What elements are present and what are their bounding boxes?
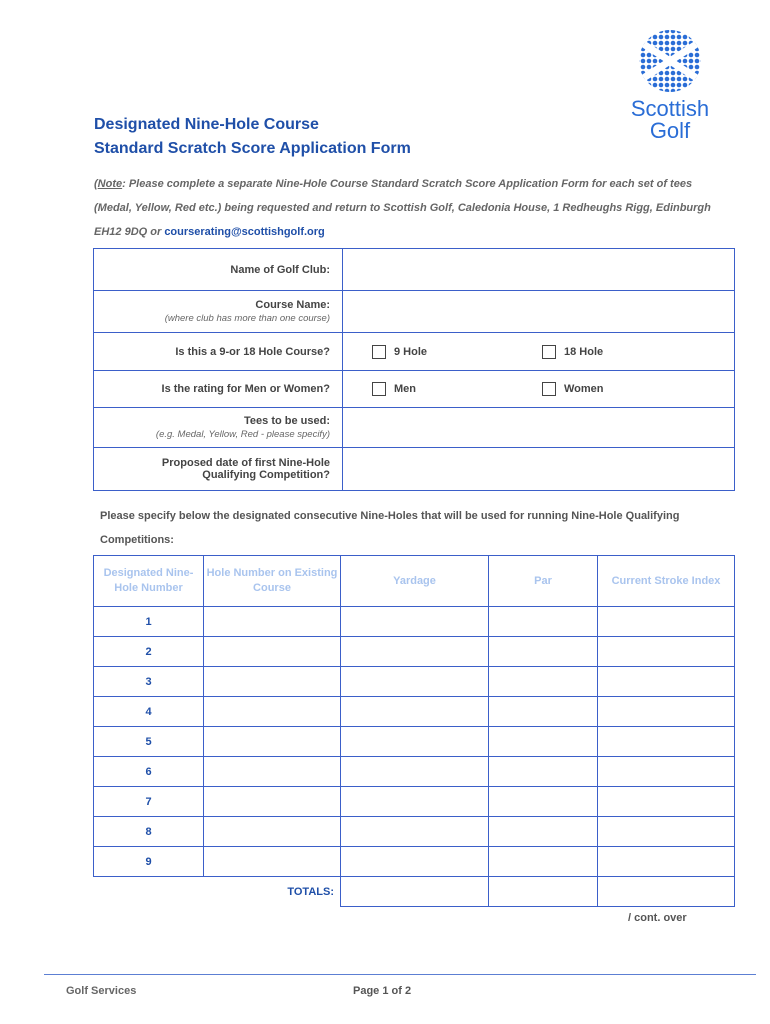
designated-holes-table [93, 555, 735, 907]
row-number: 9 [94, 847, 204, 877]
total-stroke-index-cell[interactable] [598, 877, 735, 907]
yardage-cell[interactable] [341, 607, 489, 637]
table-row [94, 637, 735, 667]
row-number: 8 [94, 817, 204, 847]
club-name-field[interactable] [343, 249, 735, 291]
note-label: Note [97, 178, 123, 190]
course-name-label: Course Name: (where club has more than one course) [94, 291, 343, 333]
hole-number-cell[interactable] [204, 757, 341, 787]
stroke-index-cell[interactable] [598, 757, 735, 787]
totals-label: TOTALS: [287, 885, 334, 898]
hole-type-options [343, 333, 735, 371]
table-row [94, 667, 735, 697]
checkbox-9-hole[interactable] [372, 345, 386, 359]
checkbox-men[interactable] [372, 382, 386, 396]
header-yardage: Yardage [341, 556, 489, 607]
yardage-cell[interactable] [341, 817, 489, 847]
checkbox-women[interactable] [542, 382, 556, 396]
stroke-index-cell[interactable] [598, 817, 735, 847]
stroke-index-cell[interactable] [598, 787, 735, 817]
golf-ball-icon [610, 28, 730, 94]
continued-over-note: / cont. over [628, 912, 687, 924]
par-cell[interactable] [489, 697, 598, 727]
stroke-index-cell[interactable] [598, 637, 735, 667]
par-cell[interactable] [489, 637, 598, 667]
row-number: 4 [94, 697, 204, 727]
option-women[interactable]: Women [542, 382, 712, 396]
proposed-date-label: Proposed date of first Nine-Hole Qualifying Competition? [94, 448, 343, 491]
stroke-index-cell[interactable] [598, 607, 735, 637]
proposed-date-field[interactable] [343, 448, 735, 491]
row-number: 2 [94, 637, 204, 667]
footer-department: Golf Services [66, 985, 137, 997]
rating-for-label: Is the rating for Men or Women? [94, 371, 343, 408]
hole-number-cell[interactable] [204, 667, 341, 697]
table-row [94, 787, 735, 817]
yardage-cell[interactable] [341, 787, 489, 817]
stroke-index-cell[interactable] [598, 697, 735, 727]
form-title-line1: Designated Nine-Hole Course [94, 116, 319, 133]
option-18-hole[interactable]: 18 Hole [542, 345, 712, 359]
stroke-index-cell[interactable] [598, 727, 735, 757]
par-cell[interactable] [489, 847, 598, 877]
header-designated-number: Designated Nine-Hole Number [94, 556, 204, 607]
footer-page-number: Page 1 of 2 [353, 985, 412, 997]
total-yardage-cell[interactable] [341, 877, 489, 907]
row-number: 3 [94, 667, 204, 697]
table-row [94, 727, 735, 757]
table-row [94, 607, 735, 637]
form-title-line2: Standard Scratch Score Application Form [94, 140, 411, 157]
par-cell[interactable] [489, 787, 598, 817]
yardage-cell[interactable] [341, 667, 489, 697]
par-cell[interactable] [489, 727, 598, 757]
header-stroke-index: Current Stroke Index [598, 556, 735, 607]
par-cell[interactable] [489, 817, 598, 847]
hole-number-cell[interactable] [204, 637, 341, 667]
total-par-cell[interactable] [489, 877, 598, 907]
row-number: 6 [94, 757, 204, 787]
course-name-field[interactable] [343, 291, 735, 333]
footer-divider [44, 974, 756, 975]
course-name-hint: (where club has more than one course) [164, 313, 330, 324]
email-link[interactable]: courserating@scottishgolf.org [164, 226, 325, 238]
table-row [94, 847, 735, 877]
instruction-note [94, 172, 714, 244]
hole-number-cell[interactable] [204, 607, 341, 637]
yardage-cell[interactable] [341, 757, 489, 787]
table-row [94, 817, 735, 847]
specify-holes-text: Please specify below the designated consecutive Nine-Holes that will be used for running Nine-Hole Qualifying Competitions: [100, 510, 680, 546]
stroke-index-cell[interactable] [598, 667, 735, 697]
hole-number-cell[interactable] [204, 787, 341, 817]
hole-number-cell[interactable] [204, 847, 341, 877]
stroke-index-cell[interactable] [598, 847, 735, 877]
hole-number-cell[interactable] [204, 817, 341, 847]
club-name-label: Name of Golf Club: [94, 249, 343, 291]
par-cell[interactable] [489, 757, 598, 787]
header-hole-number: Hole Number on Existing Course [204, 556, 341, 607]
row-number: 7 [94, 787, 204, 817]
yardage-cell[interactable] [341, 697, 489, 727]
logo-text-scottish: Scottish [630, 96, 710, 121]
row-number: 1 [94, 607, 204, 637]
row-number: 5 [94, 727, 204, 757]
header-par: Par [489, 556, 598, 607]
option-9-hole[interactable]: 9 Hole [344, 345, 542, 359]
totals-row [94, 877, 735, 907]
note-body: : Please complete a separate Nine-Hole Course Standard Scratch Score Application Form for each set of tees (Medal, Yellow, Red etc.) being requested and return to Scottish Golf, Caledonia House, 1 Redheughs Rigg, Edinburgh EH12 9DQ or [94, 178, 711, 238]
tees-hint: (e.g. Medal, Yellow, Red - please specify) [155, 429, 330, 440]
note-paren: ( [94, 178, 98, 190]
yardage-cell[interactable] [341, 637, 489, 667]
yardage-cell[interactable] [341, 727, 489, 757]
logo-text-golf: Golf [649, 118, 691, 143]
par-cell[interactable] [489, 607, 598, 637]
hole-number-cell[interactable] [204, 727, 341, 757]
tees-field[interactable] [343, 408, 735, 448]
option-men[interactable]: Men [344, 382, 542, 396]
rating-for-options [343, 371, 735, 408]
checkbox-18-hole[interactable] [542, 345, 556, 359]
yardage-cell[interactable] [341, 847, 489, 877]
table-row [94, 757, 735, 787]
scottish-golf-logo [610, 28, 730, 148]
application-details-table [93, 248, 735, 491]
hole-type-label: Is this a 9-or 18 Hole Course? [94, 333, 343, 371]
par-cell[interactable] [489, 667, 598, 697]
tees-label: Tees to be used: (e.g. Medal, Yellow, Red - please specify) [94, 408, 343, 448]
totals-spacer [94, 877, 204, 907]
table-row [94, 697, 735, 727]
hole-number-cell[interactable] [204, 697, 341, 727]
